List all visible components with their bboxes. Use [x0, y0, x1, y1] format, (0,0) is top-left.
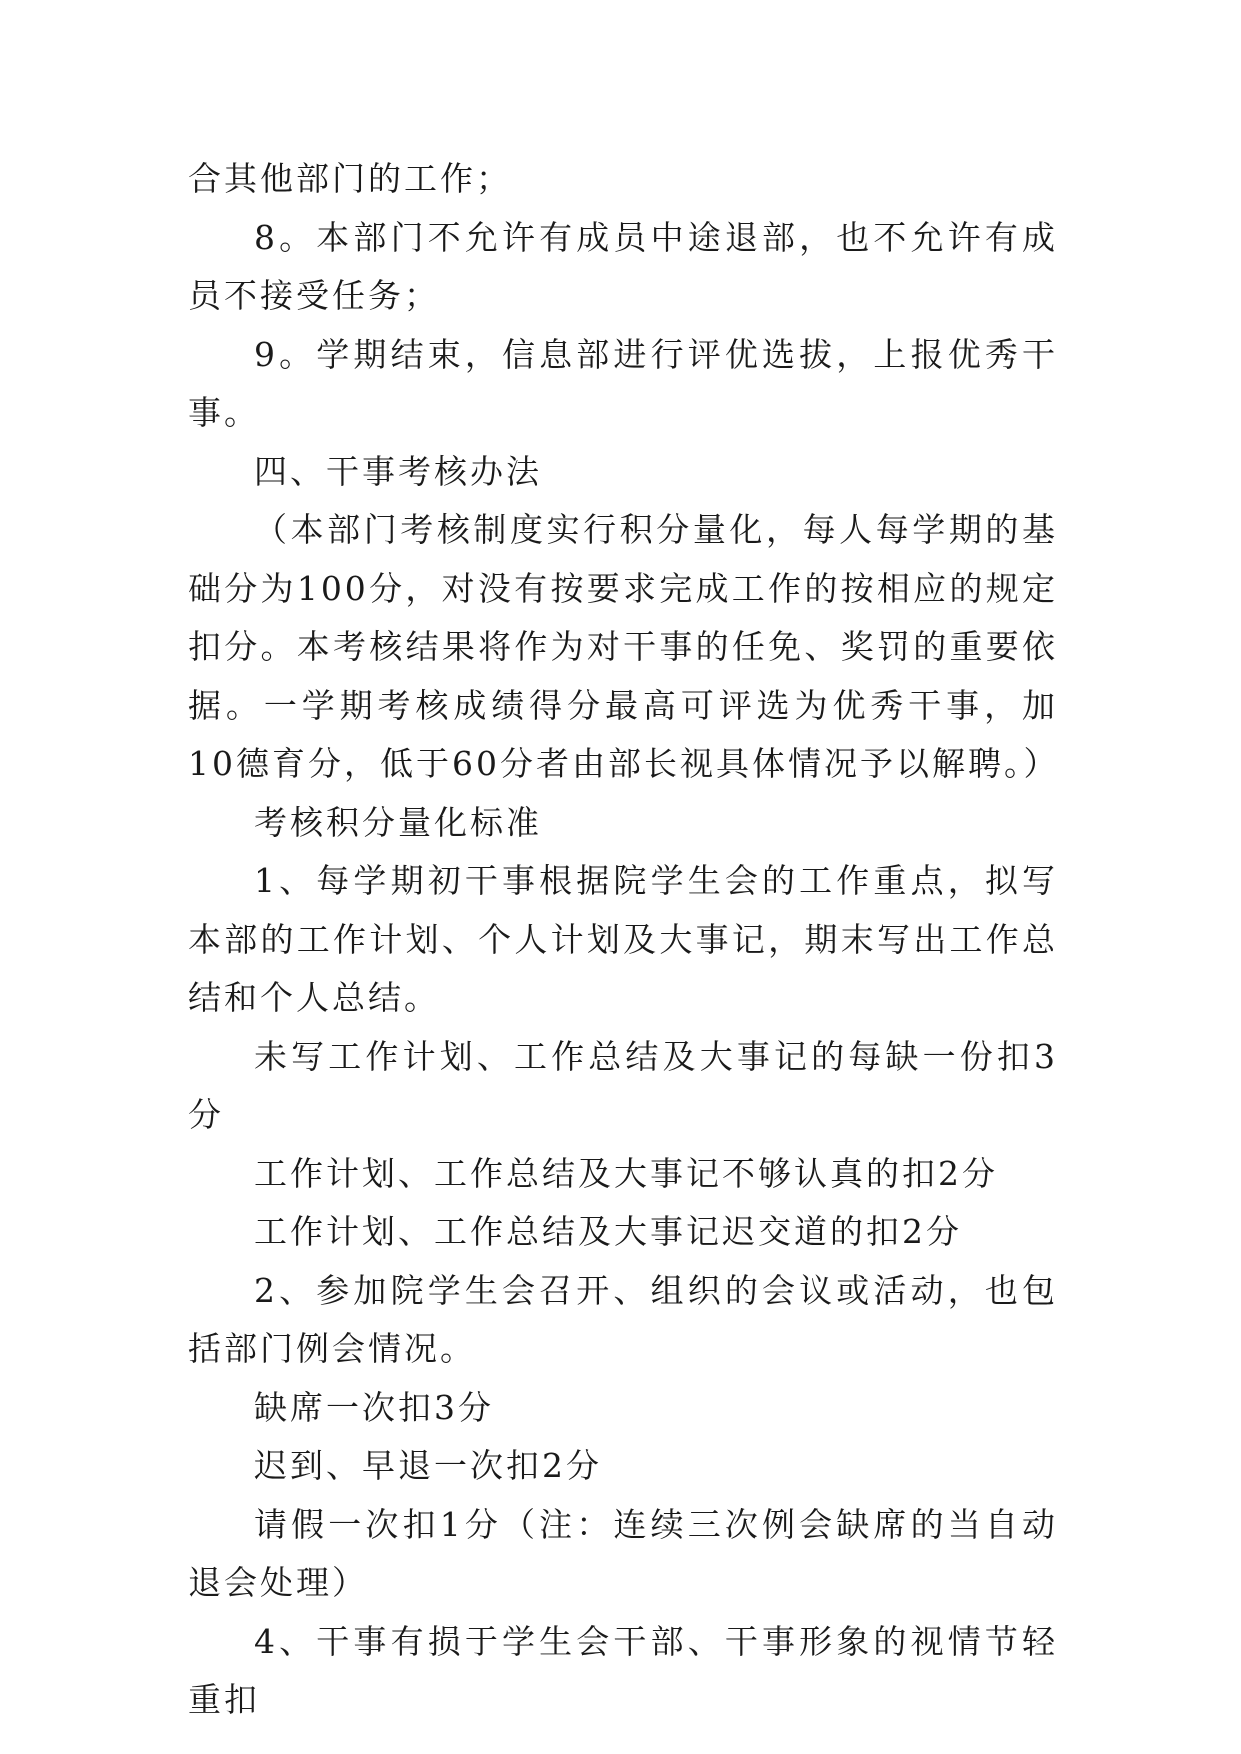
- paragraph-rule-1: 1、每学期初干事根据院学生会的工作重点，拟写本部的工作计划、个人计划及大事记，期末写出工作总结和个人总结。: [188, 861, 1058, 1017]
- paragraph-item-8: 8。本部门不允许有成员中途退部，也不允许有成员不接受任务；: [188, 217, 1058, 315]
- paragraph-deduction: 工作计划、工作总结及大事记不够认真的扣2分: [254, 1153, 998, 1193]
- subsection-heading: 考核积分量化标准: [254, 802, 542, 842]
- paragraph-deduction: 未写工作计划、工作总结及大事记的每缺一份扣3分: [188, 1036, 1058, 1134]
- paragraph-rule-4: 4、干事有损于学生会干部、干事形象的视情节轻重扣: [188, 1621, 1058, 1719]
- paragraph-continuation: 合其他部门的工作；: [188, 159, 512, 198]
- paragraph-rule-2: 2、参加院学生会召开、组织的会议或活动，也包括部门例会情况。: [188, 1270, 1058, 1368]
- paragraph-deduction: 迟到、早退一次扣2分: [254, 1446, 602, 1485]
- paragraph-assessment-note: （本部门考核制度实行积分量化，每人每学期的基础分为100分，对没有按要求完成工作的按相应的规定扣分。本考核结果将作为对干事的任免、奖罚的重要依据。一学期考核成绩得分最高可评选为优秀干事，加10德育分，低于60分者由部长视具体情况予以解聘。）: [188, 510, 1060, 783]
- paragraph-deduction: 工作计划、工作总结及大事记迟交道的扣2分: [254, 1212, 962, 1251]
- paragraph-deduction: 请假一次扣1分（注：连续三次例会缺席的当自动退会处理）: [188, 1504, 1058, 1602]
- paragraph-item-9: 9。学期结束，信息部进行评优选拔，上报优秀干事。: [188, 334, 1058, 432]
- document-body: [188, 150, 1058, 1730]
- paragraph-deduction: 缺席一次扣3分: [254, 1387, 494, 1427]
- section-heading: 四、干事考核办法: [254, 451, 542, 491]
